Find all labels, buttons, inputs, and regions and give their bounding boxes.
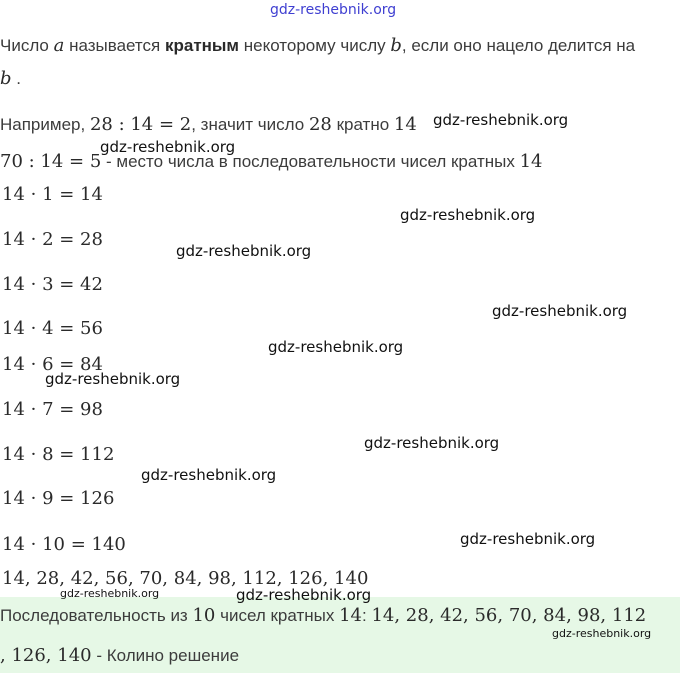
sequence-line: 14, 28, 42, 56, 70, 84, 98, 112, 126, 140 [2, 568, 369, 589]
position-line [0, 151, 542, 172]
answer-text: Последовательность из [0, 606, 193, 625]
watermark: gdz-reshebnik.org [433, 111, 569, 129]
watermark: gdz-reshebnik.org [400, 206, 536, 224]
example-line [0, 114, 417, 135]
equation: 14 · 7 = 98 [2, 399, 103, 420]
watermark: gdz-reshebnik.org [460, 530, 596, 548]
definition-text: некоторому числу [239, 36, 391, 55]
watermark: gdz-reshebnik.org [236, 586, 372, 604]
watermark: gdz-reshebnik.org [141, 466, 277, 484]
watermark: gdz-reshebnik.org [364, 434, 500, 452]
answer-math: 14 [339, 605, 362, 626]
example-math: 14 [393, 114, 417, 135]
answer-text: : [361, 606, 372, 625]
definition-text: , если оно нацело делится на [401, 36, 636, 55]
watermark: gdz-reshebnik.org [60, 587, 160, 600]
watermark-top: gdz-reshebnik.org [270, 2, 397, 18]
watermark: gdz-reshebnik.org [176, 242, 312, 260]
watermark: gdz-reshebnik.org [100, 138, 236, 156]
equation: 14 · 1 = 14 [2, 184, 103, 205]
definition-text: называется [64, 36, 165, 55]
equation: 14 · 2 = 28 [2, 229, 103, 250]
example-math: 28 [308, 114, 332, 135]
definition-text: . [11, 69, 21, 88]
example-math: 28 : 14 = 2 [89, 114, 192, 135]
equation: 14 · 9 = 126 [2, 488, 115, 509]
var-a: a [53, 35, 65, 56]
answer-math: 14, 28, 42, 56, 70, 84, 98, 112 [371, 605, 647, 626]
var-b: b [0, 68, 12, 89]
equation: 14 · 6 = 84 [2, 354, 103, 375]
answer-line-1 [0, 605, 646, 626]
definition-term: кратным [164, 36, 240, 55]
position-text: - место числа в последовательности чисел кратных [101, 152, 520, 171]
definition-line-1 [0, 35, 635, 56]
position-math: 14 [519, 151, 543, 172]
watermark: gdz-reshebnik.org [552, 627, 652, 640]
definition-line-2 [0, 68, 21, 89]
var-b: b [390, 35, 402, 56]
watermark: gdz-reshebnik.org [45, 370, 181, 388]
watermark: gdz-reshebnik.org [268, 338, 404, 356]
example-text: кратно [331, 115, 394, 134]
answer-math: , 126, 140 [0, 645, 92, 666]
answer-line-2 [0, 645, 239, 666]
position-math: 70 : 14 = 5 [0, 151, 102, 172]
equation: 14 · 8 = 112 [2, 444, 115, 465]
example-text: , значит число [191, 115, 309, 134]
equation: 14 · 4 = 56 [2, 318, 103, 339]
example-text: Например, [0, 115, 90, 134]
equation: 14 · 3 = 42 [2, 274, 103, 295]
definition-text: Число [0, 36, 54, 55]
answer-math: 10 [192, 605, 216, 626]
answer-text: чисел кратных [215, 606, 340, 625]
answer-text: - Колино решение [91, 646, 240, 665]
watermark: gdz-reshebnik.org [492, 302, 628, 320]
equation: 14 · 10 = 140 [2, 534, 126, 555]
